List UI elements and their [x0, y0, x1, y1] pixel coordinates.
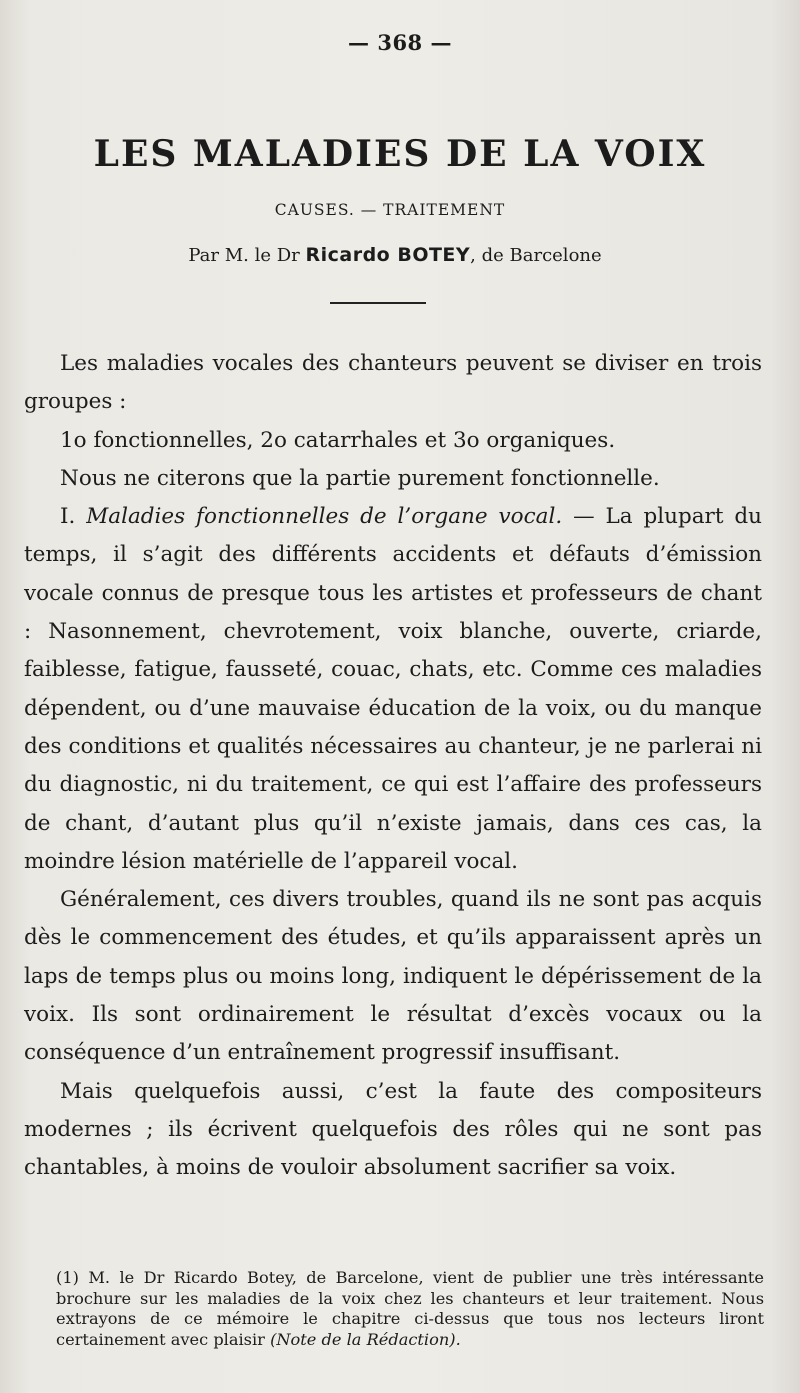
author-name: Ricardo BOTEY — [305, 244, 471, 266]
byline — [10, 244, 780, 266]
paragraph-functional-text: — La plupart du temps, il s’agit des différents accidents et défauts d’émission vocale connus de presque tous les artistes et professeurs de chant : Nasonnement, chevrotement, voix blanche, ouverte, criarde, faiblesse, fatigue, fausseté, couac, chats, etc. Comme ces maladies dépendent, ou d’une mauvaise éducation de la voix, ou du manque des conditions et qualités nécessaires au chanteur, je ne parlerai ni du diagnostic, ni du traitement, ce qui est l’affaire des professeurs de chant, d’autant plus qu’il n’existe jamais, dans ces cas, la moindre lésion matérielle de l’appareil vocal. — [24, 504, 762, 874]
paragraph-scope: Nous ne citerons que la partie purement fonctionnelle. — [60, 465, 660, 491]
page-number: — 368 — — [348, 30, 452, 55]
footnote-text: (1) M. le Dr Ricardo Botey, de Barcelone, vient de publier une très intéressante brochure sur les maladies de la voix chez les chanteurs et leur traitement. Nous extrayons de ce mémoire le chapitre ci-dessus que tous nos lecteurs liront certainement avec plaisir — [56, 1268, 764, 1349]
paragraph-functional — [24, 498, 762, 881]
paragraph-intro: Les maladies vocales des chanteurs peuvent se diviser en trois groupes : — [24, 351, 762, 415]
paragraph-groups: 1o fonctionnelles, 2o catarrhales et 3o organiques. — [60, 427, 616, 453]
byline-suffix: , de Barcelone — [470, 245, 602, 266]
footnote — [56, 1268, 764, 1350]
article-body — [24, 345, 762, 1188]
paragraph-causes: Généralement, ces divers troubles, quand ils ne sont pas acquis dès le commencement des études, et qu’ils apparaissent après un laps de temps plus ou moins long, indiquent le dépérissement de la voix. Ils sont ordinairement le résultat d’excès vocaux ou la conséquence d’un entraînement progressif insuffisant. — [24, 887, 762, 1066]
editor-note: (Note de la Rédaction). — [270, 1329, 461, 1349]
section-number: I. — [60, 504, 76, 530]
title-divider — [330, 302, 426, 304]
paragraph-composers: Mais quelquefois aussi, c’est la faute des compositeurs modernes ; ils écrivent quelquefois des rôles qui ne sont pas chantables, à moins de vouloir absolument sacrifier sa voix. — [24, 1078, 762, 1181]
article-subtitle: CAUSES. — TRAITEMENT — [274, 201, 506, 219]
byline-prefix: Par M. le Dr — [188, 245, 300, 266]
section-heading: Maladies fonctionnelles de l’organe vocal. — [86, 504, 563, 530]
article-title: LES MALADIES DE LA VOIX — [93, 133, 707, 175]
